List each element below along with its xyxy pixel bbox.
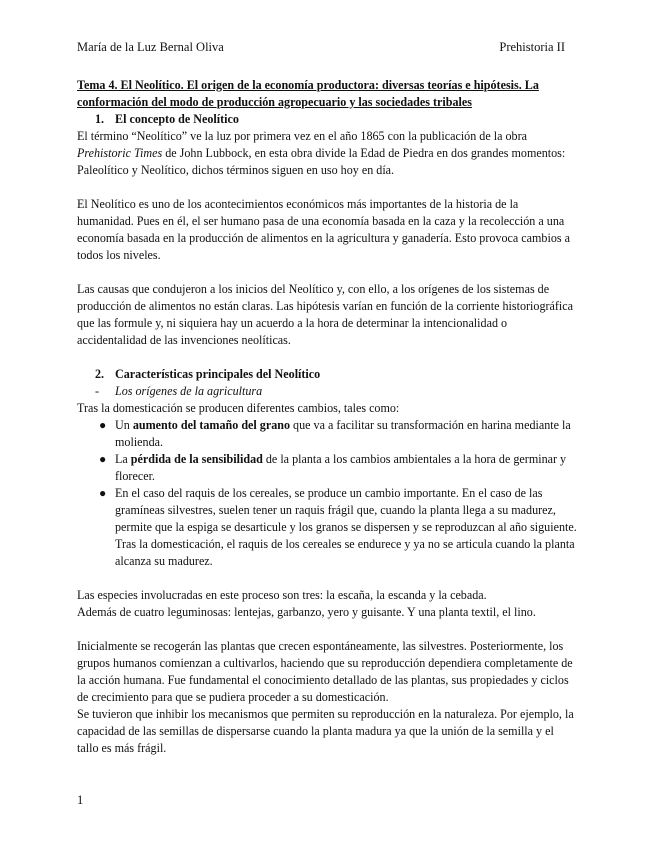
section-1-number: 1. xyxy=(95,112,105,126)
document-body xyxy=(77,77,577,757)
paragraph-cultivation: Inicialmente se recogerán las plantas que crecen espontáneamente, las silvestres. Posteriormente, los grupos humanos comienzan a cultivarlos, haciendo que su reproducción dependiera completamente de la acción humana. Fue fundamental el conocimiento detallado de las plantas, sus propiedades y ciclos de crecimiento para que se pudiera proceder a su domesticación. xyxy=(77,639,573,704)
paragraph-text: El término “Neolítico” ve la luz por primera vez en el año 1865 con la publicación de la obra xyxy=(77,129,527,143)
bullet-icon: ● xyxy=(99,486,107,500)
paragraph-species: Las especies involucradas en este proceso son tres: la escaña, la escanda y la cebada. xyxy=(77,588,487,602)
paragraph-mechanisms: Se tuvieron que inhibir los mecanismos que permiten su reproducción en la naturaleza. Por ejemplo, la capacidad de las semillas de dispersarse cuando la planta madura ya que la unión de la semilla y el tallo es más frágil. xyxy=(77,707,574,755)
page-number: 1 xyxy=(77,793,84,807)
list-text: Un xyxy=(115,418,133,432)
paragraph-causes: Las causas que condujeron a los inicios del Neolítico y, con ello, a los orígenes de los sistemas de producción de alimentos no están claras. Las hipótesis varían en función de la corriente historiográfica que las formule y, ni siquiera hay un acuerdo a la hora de determinar la intencionalidad o accidentalidad de las invenciones neolíticas. xyxy=(77,282,574,347)
section-2-number: 2. xyxy=(95,367,105,381)
header-author: María de la Luz Bernal Oliva xyxy=(77,40,224,54)
list-text: La xyxy=(115,452,131,466)
list-text: que va a facilitar su transformación en harina mediante la molienda. xyxy=(115,418,571,449)
book-title: Prehistoric Times xyxy=(77,146,163,160)
section-1-title: El concepto de Neolítico xyxy=(115,112,239,126)
subsection-dash: - xyxy=(95,384,100,398)
paragraph-legumes: Además de cuatro leguminosas: lentejas, garbanzo, yero y guisante. Y una planta textil, el lino. xyxy=(77,605,536,619)
section-2-title: Características principales del Neolítico xyxy=(115,367,321,381)
subsection-title: Los orígenes de la agricultura xyxy=(115,384,263,398)
section-2-heading xyxy=(95,366,577,383)
bullet-list xyxy=(77,417,577,570)
list-bold-text: pérdida de la sensibilidad xyxy=(130,452,263,466)
paragraph-economy: El Neolítico es uno de los acontecimientos económicos más importantes de la historia de la humanidad. Pues en él, el ser humano pasa de una economía basada en la caza y la recolección a una economía basada en la producción de alimentos en la agricultura y ganadería. Esto provoca cambios a todos los niveles. xyxy=(77,197,570,262)
paragraph-intro: Tras la domesticación se producen diferentes cambios, tales como: xyxy=(77,401,400,415)
list-item xyxy=(77,485,577,570)
document-title: Tema 4. El Neolítico. El origen de la economía productora: diversas teorías e hipótesis. La conformación del modo de producción agropecuario y las sociedades tribales xyxy=(77,78,539,109)
list-item xyxy=(77,451,577,485)
list-bold-text: aumento del tamaño del grano xyxy=(132,418,291,432)
subsection-heading xyxy=(95,383,577,400)
header-course: Prehistoria II xyxy=(499,40,565,54)
list-item xyxy=(77,417,577,451)
list-text: de la planta a los cambios ambientales a la hora de germinar y florecer. xyxy=(115,452,567,483)
bullet-icon: ● xyxy=(99,418,107,432)
list-text: En el caso del raquis de los cereales, se produce un cambio importante. En el caso de las gramíneas silvestres, suelen tener un raquis frágil que, cuando la planta llega a su madurez, permite que la espiga se desarticule y los granos se dispersen y se reproduzcan al año siguiente. Tras la domesticación, el raquis de los cereales se endurece y ya no se articula cuando la planta alcanza su madurez. xyxy=(115,486,577,568)
bullet-icon: ● xyxy=(99,452,107,466)
paragraph-lubbock xyxy=(77,128,577,179)
section-1-heading xyxy=(95,111,577,128)
paragraph-text: de John Lubbock, en esta obra divide la Edad de Piedra en dos grandes momentos: Paleolítico y Neolítico, dichos términos siguen en uso hoy en día. xyxy=(77,146,566,177)
